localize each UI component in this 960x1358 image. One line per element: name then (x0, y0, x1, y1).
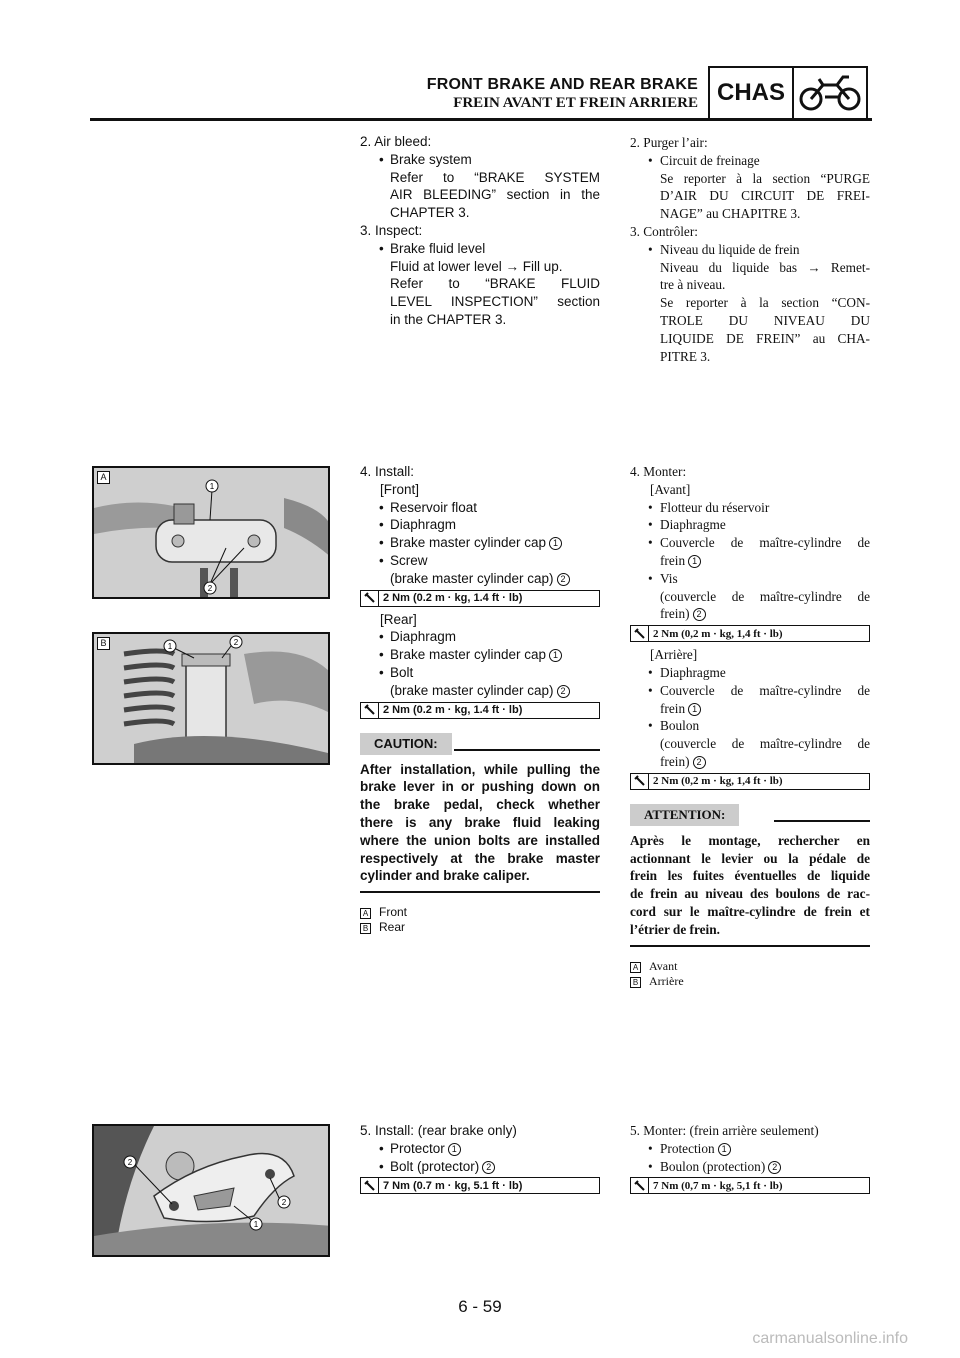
body-text: Refer to “BRAKE SYSTEM (390, 169, 600, 185)
step-4-heading: 4. Monter: (630, 464, 687, 479)
callout-1: 1 (253, 1220, 259, 1229)
list-item-detail: (brake master cylinder cap) 2 (360, 682, 600, 700)
sec4-en (360, 463, 600, 935)
rear-protector-illustration (94, 1126, 330, 1257)
legend (360, 905, 600, 935)
torque-value: 2 Nm (0.2 m · kg, 1.4 ft · lb) (383, 592, 523, 605)
legend-item-b: B Arrière (630, 974, 870, 989)
body-text: PITRE 3. (660, 348, 711, 364)
sec1-en (360, 133, 600, 329)
rear-master-cylinder-illustration (94, 634, 330, 765)
callout-1: 1 (448, 1143, 461, 1156)
callout-2: 2 (233, 638, 239, 647)
motorcycle-icon (794, 68, 866, 118)
legend-item-a: A Avant (630, 959, 870, 974)
body-text: D’AIR DU CIRCUIT DE FREI- (660, 188, 870, 204)
list-item: • Protection 1 (630, 1140, 870, 1158)
list-item-detail: frein) 2 (630, 605, 870, 623)
legend (630, 959, 870, 989)
body-text: tre à niveau. (660, 277, 726, 293)
subheading-front: [Front] (380, 481, 420, 497)
sec5-en (360, 1122, 600, 1198)
torque-spec (360, 590, 600, 607)
torque-wrench-icon (631, 774, 649, 789)
list-item: • Diaphragme (630, 516, 870, 534)
photo-label-b: B (97, 637, 110, 650)
list-item: • Brake master cylinder cap 1 (360, 646, 600, 664)
callout-1: 1 (688, 703, 701, 716)
list-item-detail: frein 1 (630, 552, 870, 570)
torque-spec (630, 773, 870, 790)
callout-1: 1 (167, 642, 173, 651)
torque-spec (630, 625, 870, 642)
list-item: • Diaphragme (630, 664, 870, 682)
torque-value: 7 Nm (0.7 m · kg, 5.1 ft · lb) (383, 1179, 523, 1192)
caution-line: brake lever in or pushing down on (360, 779, 600, 795)
legend-item-b: B Rear (360, 920, 600, 935)
caution-line: actionnant le levier ou la pédale de (630, 850, 870, 866)
list-item: • Couvercle de maître-cylindre de (630, 534, 870, 552)
list-item: • Boulon (630, 717, 870, 735)
torque-wrench-icon (631, 626, 649, 641)
body-text: TROLE DU NIVEAU DU (660, 312, 870, 328)
caution-label: ATTENTION: (630, 804, 739, 826)
callout-1: 1 (209, 482, 215, 491)
sec4-fr (630, 463, 870, 989)
callout-2: 2 (557, 685, 570, 698)
torque-wrench-icon (361, 591, 379, 606)
caution-rule (774, 820, 870, 822)
list-item: • Niveau du liquide de frein (630, 241, 870, 259)
caution-line: there is any brake fluid leaking (360, 814, 600, 830)
torque-value: 2 Nm (0,2 m · kg, 1,4 ft · lb) (653, 627, 783, 640)
caution-line: where the union bolts are installed (360, 832, 600, 848)
watermark[interactable]: carmanualsonline.info (752, 1330, 908, 1347)
sec5-fr (630, 1122, 870, 1198)
body-text: CHAPTER 3. (390, 205, 470, 221)
torque-value: 2 Nm (0.2 m · kg, 1.4 ft · lb) (383, 704, 523, 717)
caution-line: frein les fuites éventuelles de liquide (630, 868, 870, 884)
legend-item-a: A Front (360, 905, 600, 920)
body-text: NAGE” au CHAPITRE 3. (660, 206, 801, 222)
header-title-fr: FREIN AVANT ET FREIN ARRIERE (453, 95, 698, 111)
callout-2: 2 (281, 1198, 287, 1207)
list-item: • Screw (360, 552, 600, 570)
caution-label: CAUTION: (360, 733, 452, 755)
photo-front-master-cylinder (92, 466, 330, 599)
subheading-rear: [Arrière] (650, 647, 698, 663)
caution-text (360, 761, 600, 886)
body-text: LEVEL INSPECTION” section (390, 294, 600, 310)
body-text: Refer to “BRAKE FLUID (390, 276, 600, 292)
subheading-rear: [Rear] (380, 611, 417, 627)
torque-spec (360, 1177, 600, 1194)
step-2-heading: 2. Purger l’air: (630, 135, 708, 150)
legend-marker-a: A (630, 962, 641, 973)
list-item: • Bolt (protector) 2 (360, 1158, 600, 1176)
callout-1: 1 (688, 555, 701, 568)
torque-value: 7 Nm (0,7 m · kg, 5,1 ft · lb) (653, 1179, 783, 1192)
step-5-heading: 5. Monter: (frein arrière seulement) (630, 1123, 819, 1138)
callout-1: 1 (549, 537, 562, 550)
subheading-front: [Avant] (650, 481, 691, 497)
body-text: in the CHAPTER 3. (390, 311, 507, 327)
caution-line: Après le montage, rechercher en (630, 832, 870, 848)
caution-line: cylinder and brake caliper. (360, 868, 530, 884)
callout-2: 2 (768, 1161, 781, 1174)
list-item-detail: (couvercle de maître-cylindre de (660, 736, 870, 752)
caution-header (630, 804, 870, 828)
caution-end-rule (360, 891, 600, 893)
list-item: • Boulon (protection) 2 (630, 1158, 870, 1176)
page-number: 6 - 59 (458, 1297, 502, 1316)
list-item: • Brake system (360, 151, 600, 169)
caution-line: the brake pedal, check whether (360, 797, 600, 813)
header-title-en: FRONT BRAKE AND REAR BRAKE (426, 76, 698, 93)
body-text: AIR BLEEDING” section in the (390, 187, 600, 203)
body-text: Se reporter à la section “PURGE (660, 170, 870, 186)
list-item: • Protector 1 (360, 1140, 600, 1158)
legend-marker-b: B (360, 923, 371, 934)
body-text: Se reporter à la section “CON- (660, 295, 870, 311)
front-master-cylinder-illustration (94, 468, 330, 599)
list-item: • Brake master cylinder cap 1 (360, 534, 600, 552)
step-4-heading: 4. Install: (360, 464, 415, 479)
legend-marker-a: A (360, 908, 371, 919)
body-text: LIQUIDE DE FREIN” au CHA- (660, 330, 870, 346)
photo-rear-master-cylinder (92, 632, 330, 765)
callout-2: 2 (127, 1158, 133, 1167)
callout-2: 2 (482, 1161, 495, 1174)
caution-end-rule (630, 945, 870, 947)
caution-rule (454, 749, 600, 751)
caution-line: de frein au niveau des boulons de rac- (630, 886, 870, 902)
list-item-detail: frein 1 (630, 700, 870, 718)
section-badge (708, 66, 868, 120)
step-2-heading: 2. Air bleed: (360, 134, 432, 149)
step-3-heading: 3. Contrôler: (630, 223, 698, 239)
body-text: Fluid at lower level → Fill up. (390, 258, 563, 274)
list-item-detail: (brake master cylinder cap) 2 (360, 570, 600, 588)
callout-1: 1 (718, 1143, 731, 1156)
photo-label-a: A (97, 471, 110, 484)
torque-spec (630, 1177, 870, 1194)
caution-line: cord sur le maître-cylindre de frein et (630, 903, 870, 919)
callout-1: 1 (549, 649, 562, 662)
caution-line: l’étrier de frein. (630, 921, 720, 937)
caution-line: After installation, while pulling the (360, 761, 600, 777)
torque-spec (360, 702, 600, 719)
torque-wrench-icon (361, 703, 379, 718)
legend-marker-b: B (630, 977, 641, 988)
list-item: • Diaphragm (360, 628, 600, 646)
caution-line: respectively at the brake master (360, 850, 600, 866)
list-item-detail: frein) 2 (630, 753, 870, 771)
step-5-heading: 5. Install: (rear brake only) (360, 1123, 517, 1138)
photo-rear-protector (92, 1124, 330, 1257)
sec1-fr (630, 134, 870, 365)
list-item: • Couvercle de maître-cylindre de (630, 682, 870, 700)
section-label: CHAS (710, 68, 794, 118)
callout-2: 2 (207, 584, 213, 593)
callout-2: 2 (693, 756, 706, 769)
callout-2: 2 (557, 573, 570, 586)
list-item: • Reservoir float (360, 499, 600, 517)
list-item-detail: (couvercle de maître-cylindre de (660, 588, 870, 604)
step-3-heading: 3. Inspect: (360, 222, 423, 238)
list-item: • Diaphragm (360, 516, 600, 534)
caution-header (360, 733, 600, 757)
callout-2: 2 (693, 608, 706, 621)
body-text: Niveau du liquide bas → Remet- (660, 259, 870, 275)
torque-value: 2 Nm (0,2 m · kg, 1,4 ft · lb) (653, 775, 783, 788)
list-item: • Vis (630, 570, 870, 588)
torque-wrench-icon (361, 1178, 379, 1193)
list-item: • Brake fluid level (360, 240, 600, 258)
list-item: • Circuit de freinage (630, 152, 870, 170)
list-item: • Bolt (360, 664, 600, 682)
torque-wrench-icon (631, 1178, 649, 1193)
list-item: • Flotteur du réservoir (630, 499, 870, 517)
caution-text (630, 832, 870, 939)
